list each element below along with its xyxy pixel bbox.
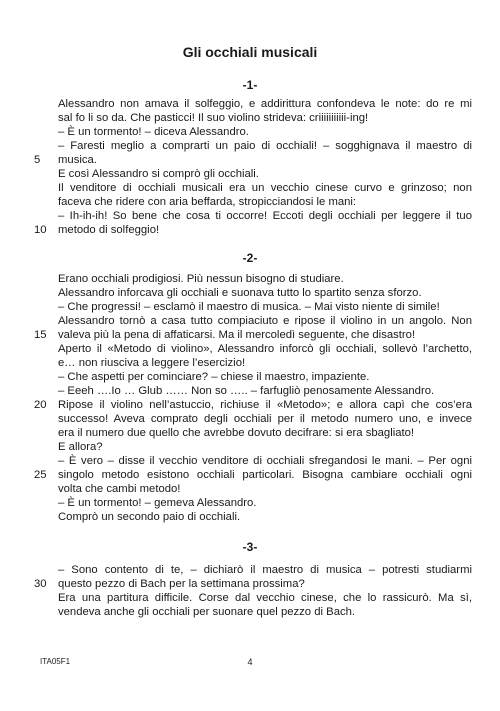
text-line: – È un tormento! – gemeva Alessandro. xyxy=(58,497,257,509)
text-line: e… non riusciva a leggere l’esercizio! xyxy=(58,357,246,369)
text-line: vendeva anche gli occhiali per suonare quel pezzo di Bach. xyxy=(58,606,356,618)
page-number: 4 xyxy=(247,657,253,667)
text-line: volta che cambi metodo! xyxy=(58,483,181,495)
text-line: Aperto il «Metodo di violino», Alessandro inforcò gli occhiali, sollevò l’archetto, xyxy=(58,343,472,355)
section-heading-2: -2- xyxy=(242,251,258,265)
text-line: Erano occhiali prodigiosi. Più nessun bisogno di studiare. xyxy=(58,273,344,285)
text-line: Il venditore di occhiali musicali era un vecchio cinese curvo e grinzoso; non xyxy=(58,182,472,194)
text-line: Alessandro tornò a casa tutto compiaciuto e ripose il violino in un angolo. Non xyxy=(58,315,472,327)
text-line: musica. xyxy=(58,154,97,166)
text-line: – Ih-ih-ih! So bene che cosa ti occorre! Eccoti degli occhiali per leggere il tuo xyxy=(58,210,472,222)
text-line: – È un tormento! – diceva Alessandro. xyxy=(58,126,249,138)
text-line: Ripose il violino nell’astuccio, richiuse il «Metodo»; e allora capì che cos’era xyxy=(58,399,472,411)
line-number: 15 xyxy=(34,329,47,341)
text-line: Alessandro non amava il solfeggio, e addirittura confondeva le note: do re mi xyxy=(58,98,472,110)
story-title: Gli occhiali musicali xyxy=(182,44,318,60)
line-number: 20 xyxy=(34,399,47,411)
line-number: 5 xyxy=(34,154,41,166)
document-code: ITA05F1 xyxy=(40,657,71,666)
section-heading-3: -3- xyxy=(242,540,258,554)
text-line: questo pezzo di Bach per la settimana prossima? xyxy=(58,578,305,590)
line-number: 10 xyxy=(34,224,47,236)
text-line: Alessandro inforcava gli occhiali e suonava tutto lo spartito senza sforzo. xyxy=(58,287,422,299)
text-line: – È vero – disse il vecchio venditore di occhiali sfregandosi le mani. – Per ogni xyxy=(58,455,472,467)
text-line: – Che aspetti per cominciare? – chiese il maestro, impaziente. xyxy=(58,371,370,383)
line-number: 30 xyxy=(34,578,47,590)
text-line: faceva che ridere con aria beffarda, stropicciandosi le mani: xyxy=(58,196,357,208)
text-line: singolo metodo esistono occhiali particolari. Bisogna cambiare occhiali ogni xyxy=(58,469,472,481)
text-line: Era una partitura difficile. Corse dal vecchio cinese, che lo rassicurò. Ma sì, xyxy=(58,592,472,604)
text-line: – Che progressi! – esclamò il maestro di musica. – Mai visto niente di simile! xyxy=(58,301,440,313)
text-line: – Faresti meglio a comprarti un paio di occhiali! – sogghignava il maestro di xyxy=(58,140,472,152)
text-line: valeva più la pena di affaticarsi. Ma il mercoledì seguente, che disastro! xyxy=(58,329,416,341)
text-line: – Eeeh ….Io … Glub …… Non so ….. – farfugliò penosamente Alessandro. xyxy=(58,385,435,397)
text-line: Comprò un secondo paio di occhiali. xyxy=(58,511,241,523)
text-line: E così Alessandro si comprò gli occhiali. xyxy=(58,168,259,180)
section-heading-1: -1- xyxy=(242,78,258,92)
text-line: era il numero due quello che avrebbe dovuto decifrare: si era sbagliato! xyxy=(58,427,415,439)
text-line: – Sono contento di te, – dichiarò il maestro di musica – potresti studiarmi xyxy=(58,564,472,576)
text-line: E allora? xyxy=(58,441,103,453)
text-line: successo! Aveva comprato degli occhiali per il metodo numero uno, e invece xyxy=(58,413,472,425)
line-number: 25 xyxy=(34,469,47,481)
text-line: sal fo li so da. Che pasticci! Il suo violino strideva: criiiiiiiiiii-ing! xyxy=(58,112,369,124)
text-line: metodo di solfeggio! xyxy=(58,224,160,236)
